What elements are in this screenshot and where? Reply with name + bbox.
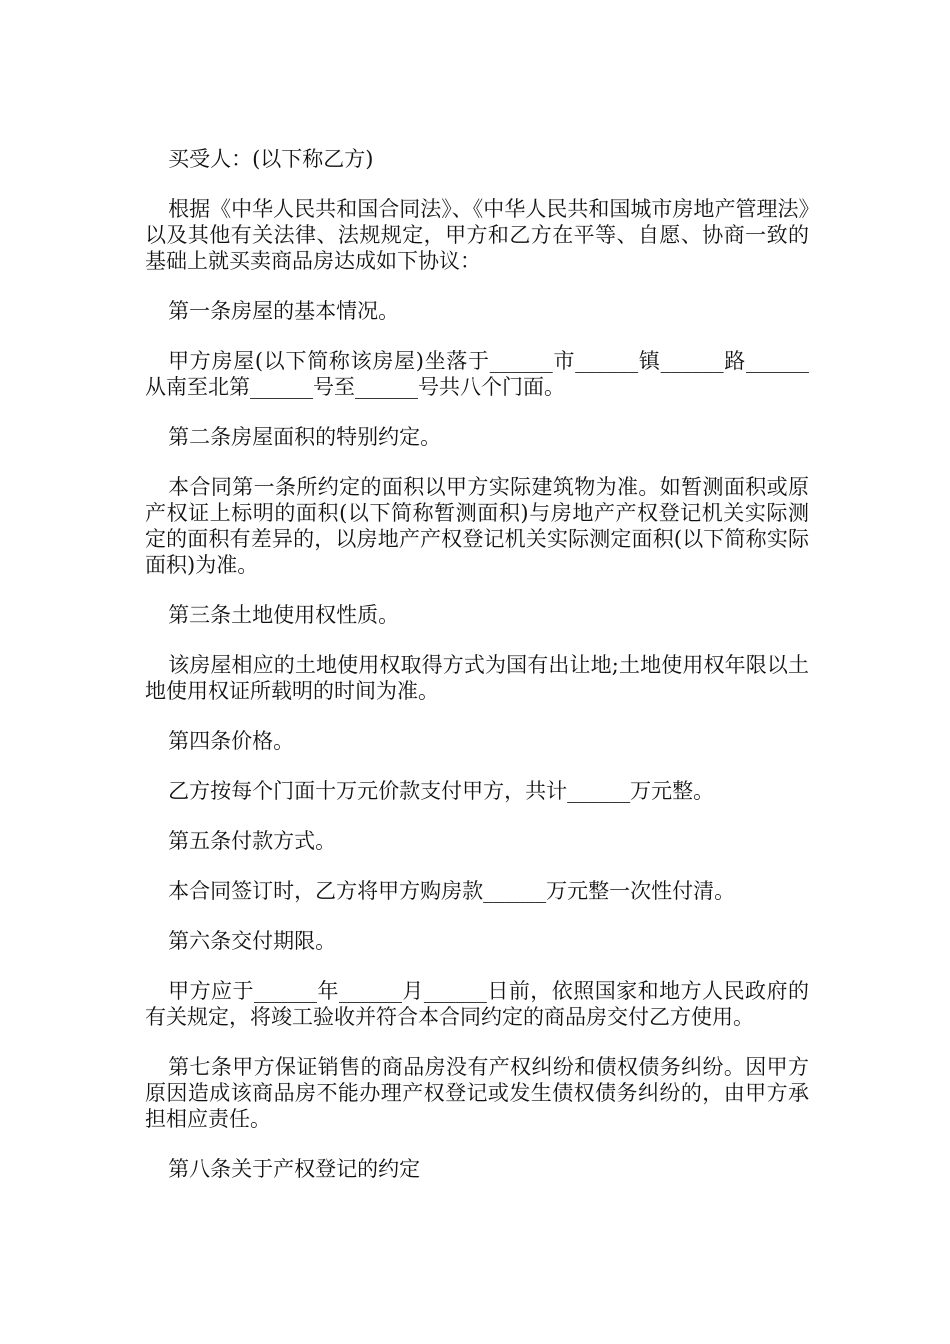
paragraph-article-4-body: 乙方按每个门面十万元价款支付甲方，共计______万元整。	[168, 779, 715, 803]
paragraph-article-7: 第七条甲方保证销售的商品房没有产权纠纷和债权债务纠纷。因甲方原因造成该商品房不能办理产权登记或发生债权债务纠纷的，由甲方承担相应责任。	[145, 1055, 809, 1131]
paragraph-article-1-title: 第一条房屋的基本情况。	[168, 299, 400, 323]
paragraph-article-3-body: 该房屋相应的土地使用权取得方式为国有出让地;土地使用权年限以土地使用权证所载明的时间为准。	[145, 653, 809, 703]
paragraph-article-5-title: 第五条付款方式。	[168, 829, 337, 853]
paragraph-article-8-title: 第八条关于产权登记的约定	[168, 1157, 421, 1181]
paragraph-preamble: 根据《中华人民共和国合同法》、《中华人民共和国城市房地产管理法》以及其他有关法律、法规规定，甲方和乙方在平等、自愿、协商一致的基础上就买卖商品房达成如下协议：	[145, 197, 809, 273]
paragraph-article-6-title: 第六条交付期限。	[168, 929, 337, 953]
paragraph-article-3-title: 第三条土地使用权性质。	[168, 603, 400, 627]
paragraph-article-2-body: 本合同第一条所约定的面积以甲方实际建筑物为准。如暂测面积或原产权证上标明的面积(以下简称暂测面积)与房地产产权登记机关实际测定的面积有差异的，以房地产产权登记机关实际测定面积(以下简称实际面积)为准。	[145, 475, 809, 577]
paragraph-article-5-body: 本合同签订时，乙方将甲方购房款______万元整一次性付清。	[168, 879, 736, 903]
paragraph-article-2-title: 第二条房屋面积的特别约定。	[168, 425, 442, 449]
paragraph-buyer: 买受人：(以下称乙方)	[168, 147, 374, 171]
paragraph-article-6-body: 甲方应于______年______月______日前，依照国家和地方人民政府的有关规定，将竣工验收并符合本合同约定的商品房交付乙方使用。	[145, 979, 809, 1029]
contract-body	[145, 146, 809, 1182]
paragraph-article-1-body: 甲方房屋(以下简称该房屋)坐落于______市______镇______路______从南至北第______号至______号共八个门面。	[145, 349, 809, 399]
paragraph-article-4-title: 第四条价格。	[168, 729, 295, 753]
